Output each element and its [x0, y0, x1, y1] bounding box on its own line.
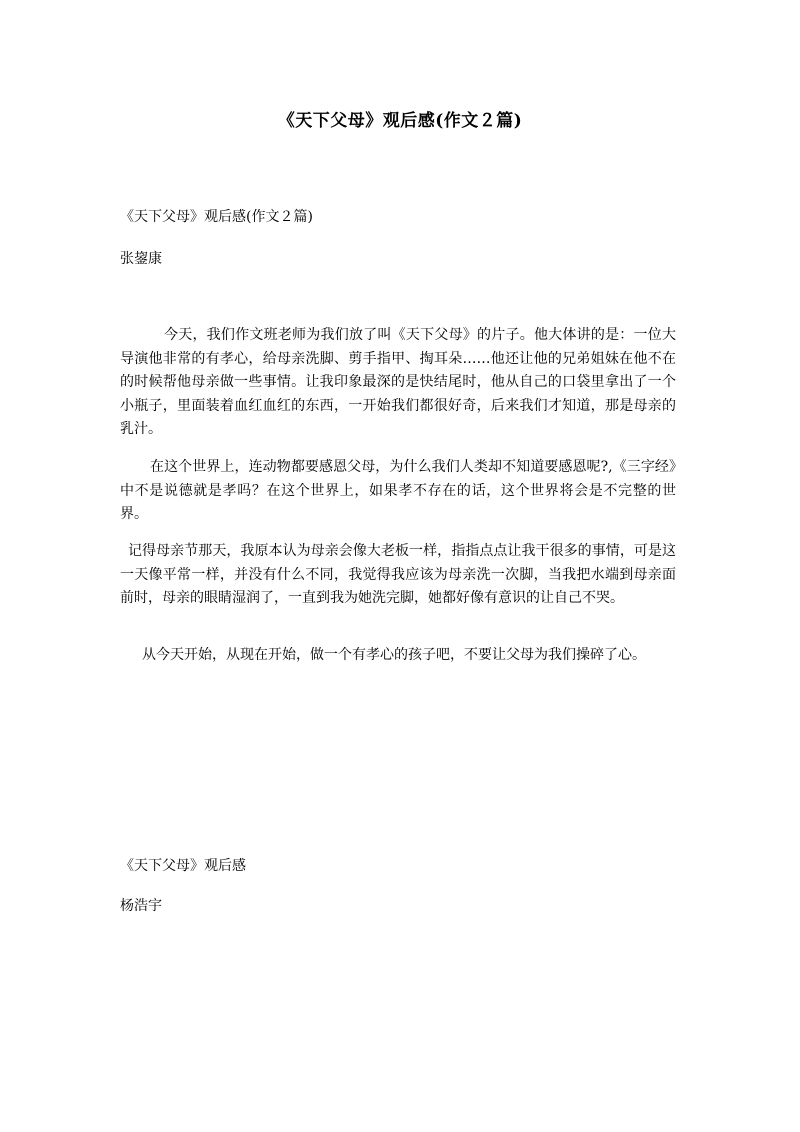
essay-2-heading: 《天下父母》观后感	[120, 858, 246, 874]
essay-1-paragraph-3: 记得母亲节那天，我原本认为母亲会像大老板一样，指指点点让我干很多的事情，可是这一天像平常一样，并没有什么不同，我觉得我应该为母亲洗一次脚，当我把水端到母亲面前时，母亲的眼睛湿润了，一直到我为她洗完脚，她都好像有意识的让自己不哭。	[120, 543, 676, 606]
essay-1-paragraph-1: 今天，我们作文班老师为我们放了叫《天下父母》的片子。他大体讲的是：一位大导演他非常的有孝心，给母亲洗脚、剪手指甲、掏耳朵……他还让他的兄弟姐妹在他不在的时候帮他母亲做一些事情。让我印象最深的是快结尾时，他从自己的口袋里拿出了一个小瓶子，里面装着血红血红的东西，一开始我们都很好奇，后来我们才知道，那是母亲的乳汁。	[120, 327, 676, 437]
essay-1-author: 张鋆康	[120, 251, 162, 267]
document-title: 《天下父母》观后感(作文２篇)	[277, 111, 523, 131]
essay-2-author: 杨浩宇	[120, 898, 162, 914]
essay-1-paragraph-4: 从今天开始，从现在开始，做一个有孝心的孩子吧，不要让父母为我们操碎了心。	[142, 647, 646, 663]
essay-1-heading: 《天下父母》观后感(作文２篇)	[120, 209, 313, 225]
essay-1-paragraph-2: 在这个世界上，连动物都要感恩父母，为什么我们人类却不知道要感恩呢?,《三字经》中不是说德就是孝吗？在这个世界上，如果孝不存在的话，这个世界将会是不完整的世界。	[120, 459, 676, 522]
